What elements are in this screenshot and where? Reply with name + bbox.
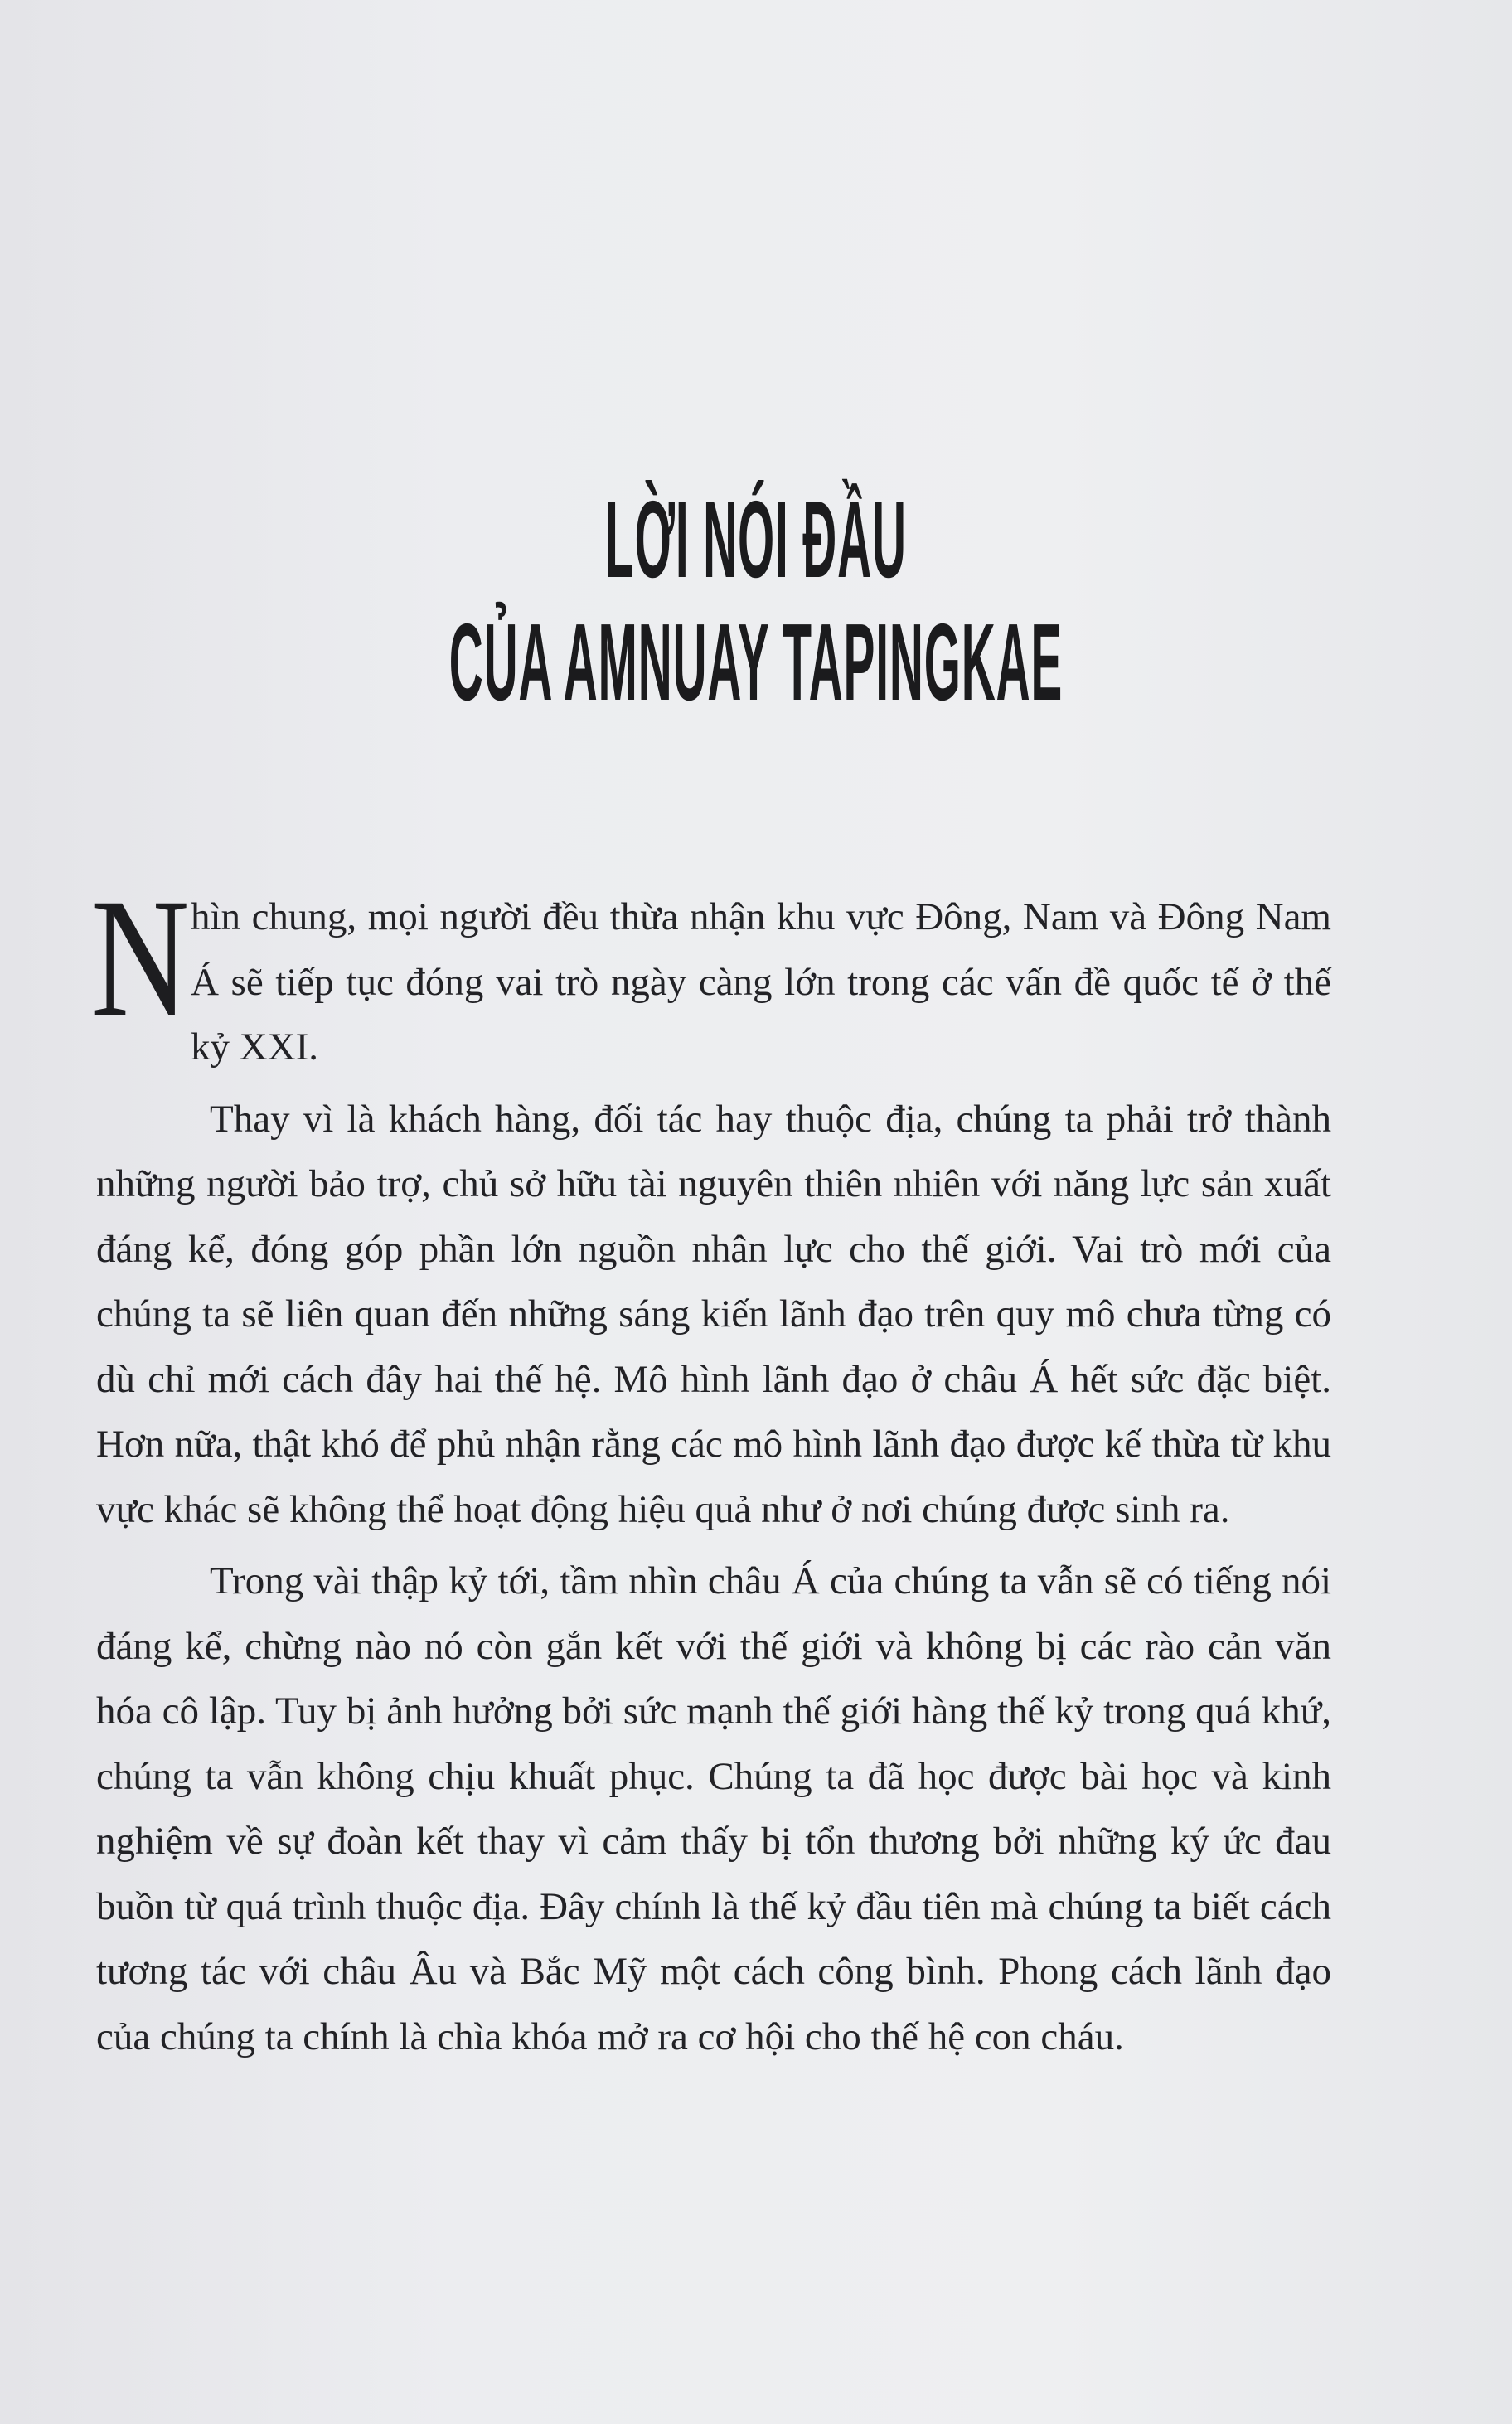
chapter-title-line-2: [0, 601, 1512, 723]
page-body: [91, 864, 1331, 2076]
paragraph-1: [91, 864, 1331, 1080]
drop-cap: N: [91, 864, 190, 1052]
chapter-title-text: LỜI NÓI ĐẦU: [605, 478, 907, 600]
chapter-title-author: CỦA AMNUAY TAPINGKAE: [448, 601, 1064, 723]
chapter-title-line-1: [0, 478, 1512, 600]
paragraph-text: hìn chung, mọi người đều thừa nhận khu vực Đông, Nam và Đông Nam Á sẽ tiếp tục đóng vai trò ngày càng lớn trong các vấn đề quốc tế ở thế kỷ XXI.: [191, 895, 1331, 1069]
paragraph-3: Trong vài thập kỷ tới, tầm nhìn châu Á của chúng ta vẫn sẽ có tiếng nói đáng kể, chừng nào nó còn gắn kết với thế giới và không bị các rào cản văn hóa cô lập. Tuy bị ảnh hưởng bởi sức mạnh thế giới hàng thế kỷ trong quá khứ, chúng ta vẫn không chịu khuất phục. Chúng ta đã học được bài học và kinh nghiệm về sự đoàn kết thay vì cảm thấy bị tổn thương bởi những ký ức đau buồn từ quá trình thuộc địa. Đây chính là thế kỷ đầu tiên mà chúng ta biết cách tương tác với châu Âu và Bắc Mỹ một cách công bình. Phong cách lãnh đạo của chúng ta chính là chìa khóa mở ra cơ hội cho thế hệ con cháu.: [96, 1559, 1331, 2058]
paragraph-2: Thay vì là khách hàng, đối tác hay thuộc địa, chúng ta phải trở thành những người bảo trợ, chủ sở hữu tài nguyên thiên nhiên với năng lực sản xuất đáng kể, đóng góp phần lớn nguồn nhân lực cho thế giới. Vai trò mới của chúng ta sẽ liên quan đến những sáng kiến lãnh đạo trên quy mô chưa từng có dù chỉ mới cách đây hai thế hệ. Mô hình lãnh đạo ở châu Á hết sức đặc biệt. Hơn nữa, thật khó để phủ nhận rằng các mô hình lãnh đạo được kế thừa từ khu vực khác sẽ không thể hoạt động hiệu quả như ở nơi chúng được sinh ra.: [96, 1097, 1331, 1531]
